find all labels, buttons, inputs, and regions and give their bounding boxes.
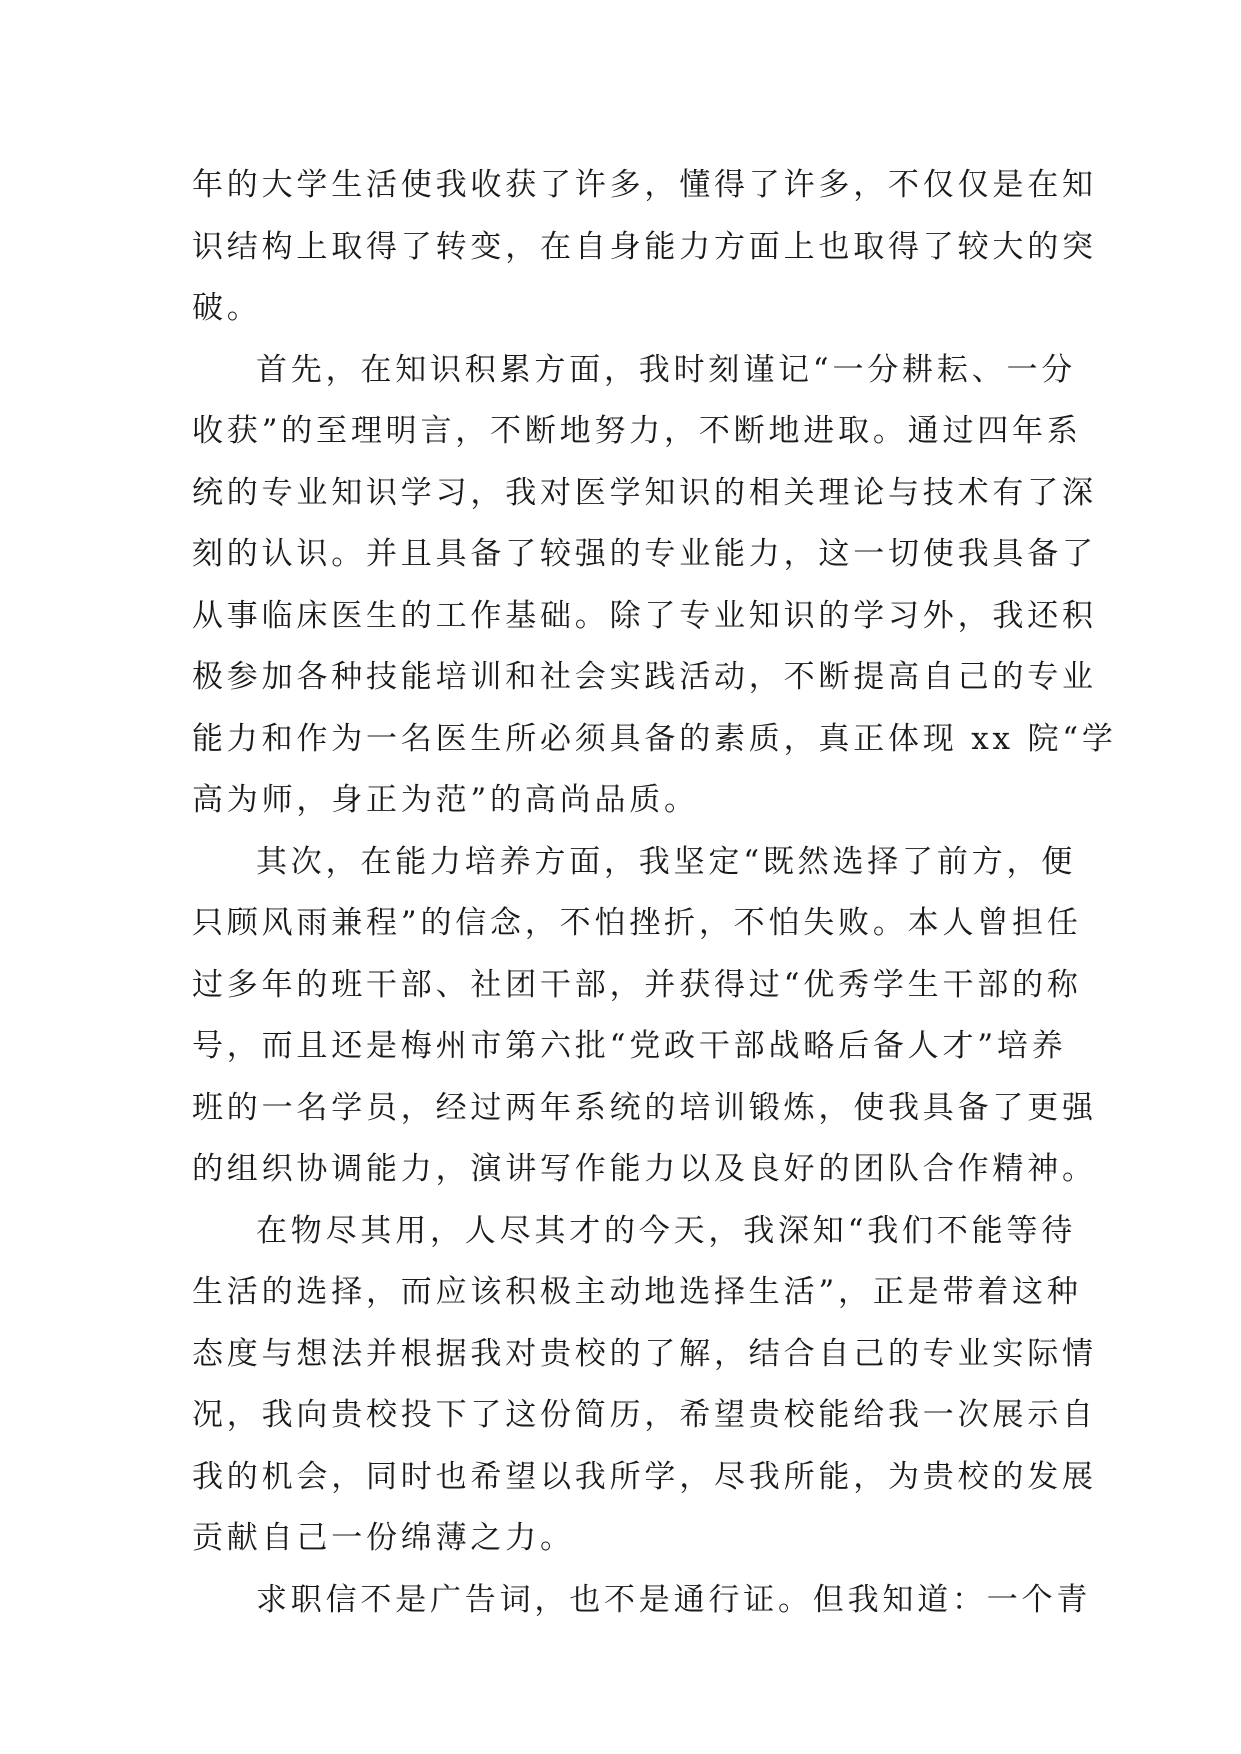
paragraph-first-line: 首先，在知识积累方面，我时刻谨记“一分耕耘、一分: [256, 351, 1077, 388]
text-line: 况，我向贵校投下了这份简历，希望贵校能给我一次展示自: [192, 1397, 1097, 1433]
text-line: 班的一名学员，经过两年系统的培训锻炼，使我具备了更强: [192, 1089, 1097, 1126]
text-line: 极参加各种技能培训和社会实践活动，不断提高自己的专业: [192, 659, 1097, 695]
text-line: 生活的选择，而应该积极主动地选择生活”，正是带着这种: [192, 1274, 1082, 1310]
text-line: 只顾风雨兼程”的信念，不怕挫折，不怕失败。本人曾担任: [192, 905, 1082, 941]
text-line: 贡献自己一份绵薄之力。: [192, 1520, 575, 1556]
text-line: 从事临床医生的工作基础。除了专业知识的学习外，我还积: [192, 597, 1097, 634]
text-line: 高为师，身正为范”的高尚品质。: [192, 782, 699, 818]
text-line: 年的大学生活使我收获了许多，懂得了许多，不仅仅是在知: [192, 167, 1097, 203]
body-text: [192, 155, 1117, 1631]
paragraph-first-line: 其次，在能力培养方面，我坚定“既然选择了前方，便: [256, 843, 1077, 880]
text-line: 态度与想法并根据我对贵校的了解，结合自己的专业实际情: [192, 1335, 1097, 1372]
text-line: 刻的认识。并且具备了较强的专业能力，这一切使我具备了: [192, 536, 1097, 572]
text-line: 我的机会，同时也希望以我所学，尽我所能，为贵校的发展: [192, 1458, 1097, 1495]
text-line: 收获”的至理明言，不断地努力，不断地进取。通过四年系: [192, 413, 1082, 449]
text-line: 的组织协调能力，演讲写作能力以及良好的团队合作精神。: [192, 1151, 1097, 1187]
text-line: 号，而且还是梅州市第六批“党政干部战略后备人才”培养: [192, 1028, 1067, 1064]
text-line: 能力和作为一名医生所必须具备的素质，真正体现 xx 院“学: [192, 720, 1117, 757]
text-line: 破。: [192, 290, 262, 326]
paragraph-first-line: 求职信不是广告词，也不是通行证。但我知道：一个青: [256, 1581, 1092, 1618]
text-line: 过多年的班干部、社团干部，并获得过“优秀学生干部的称: [192, 966, 1082, 1003]
paragraph-first-line: 在物尽其用，人尽其才的今天，我深知“我们不能等待: [256, 1212, 1077, 1249]
text-line: 识结构上取得了转变，在自身能力方面上也取得了较大的突: [192, 228, 1097, 265]
text-line: 统的专业知识学习，我对医学知识的相关理论与技术有了深: [192, 474, 1097, 511]
